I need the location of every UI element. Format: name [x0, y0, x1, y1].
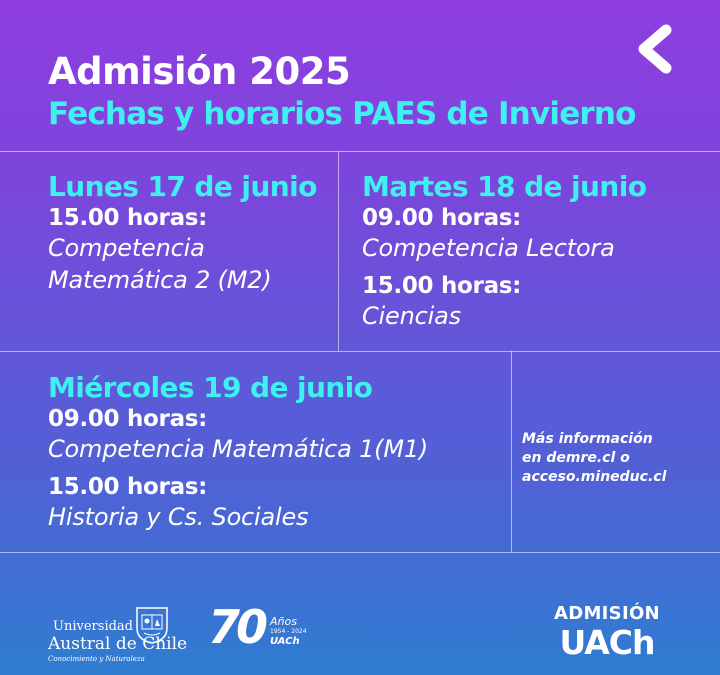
slot-subject: Historia y Cs. Sociales: [48, 503, 309, 531]
university-tagline: Conocimiento y Naturaleza: [48, 655, 145, 663]
page-title: Admisión 2025: [48, 50, 351, 93]
more-info-text: Más información en demre.cl o acceso.mineduc.cl: [522, 431, 667, 485]
anniversary-number: 70: [208, 600, 265, 654]
header: [48, 50, 688, 134]
anniversary-years: Años: [270, 615, 297, 628]
university-seal-icon: [135, 606, 169, 644]
anniversary-org: UACh: [270, 636, 300, 647]
slot-subject: Competencia Matemática 2 (M2): [48, 234, 272, 294]
slot-subject: Competencia Lectora: [362, 234, 615, 262]
demre-link[interactable]: en demre.cl o: [522, 450, 630, 466]
divider-bottom: [0, 552, 720, 553]
page-subtitle: Fechas y horarios PAES de Invierno: [48, 96, 636, 132]
university-logo: [48, 598, 188, 670]
anniversary-range: 1954 - 2024: [270, 628, 307, 635]
divider-vertical-top: [338, 151, 339, 351]
admission-logo: [554, 604, 660, 662]
slot-subject: Ciencias: [362, 302, 461, 330]
footer: [0, 590, 720, 675]
mineduc-link[interactable]: acceso.mineduc.cl: [522, 469, 667, 485]
admission-line2: UACh: [559, 623, 655, 662]
admission-line1: ADMISIÓN: [554, 603, 660, 624]
divider-middle: [0, 351, 720, 352]
schedule-cell-wednesday: [48, 371, 508, 533]
university-line1: Universidad: [53, 619, 133, 634]
day-heading: Miércoles 19 de junio: [48, 371, 373, 404]
divider-vertical-bottom: [511, 351, 512, 552]
schedule-cell-monday: [48, 170, 333, 296]
schedule-cell-tuesday: [362, 170, 712, 332]
day-heading: Lunes 17 de junio: [48, 170, 317, 203]
slot-time: 09.00 horas:: [48, 406, 208, 432]
slot-subject: Competencia Matemática 1(M1): [48, 435, 429, 463]
slot-time: 15.00 horas:: [362, 273, 522, 299]
university-line2: Austral de Chile: [48, 634, 188, 654]
slot-time: 15.00 horas:: [48, 205, 208, 231]
anniversary-logo: [208, 600, 308, 664]
day-heading: Martes 18 de junio: [362, 170, 647, 203]
slot-time: 09.00 horas:: [362, 205, 522, 231]
divider-top: [0, 151, 720, 152]
slot-time: 15.00 horas:: [48, 474, 208, 500]
